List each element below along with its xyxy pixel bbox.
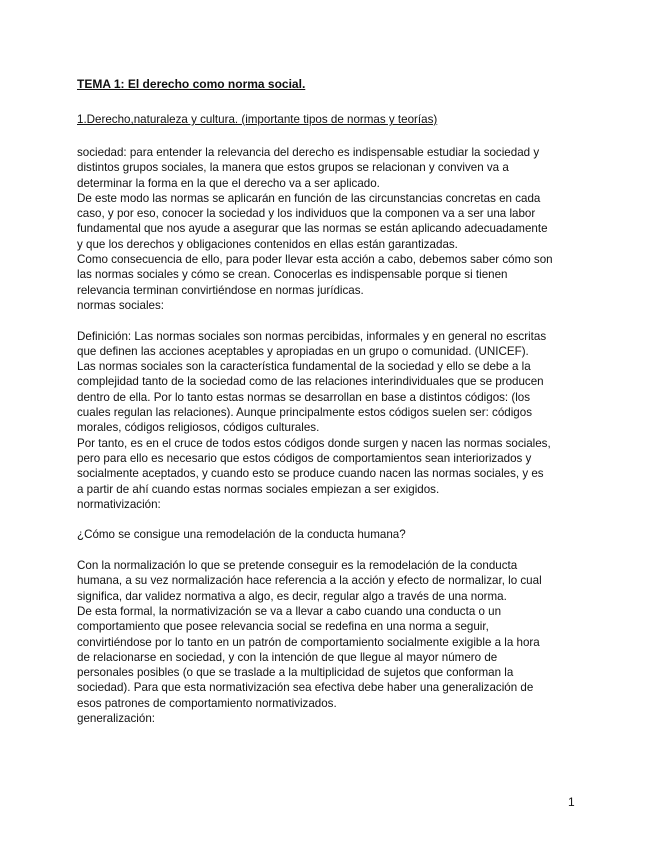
body-line: humana, a su vez normalización hace referencia a la acción y efecto de normalizar, lo cual (77, 574, 542, 588)
body-line: Por tanto, es en el cruce de todos estos códigos donde surgen y nacen las normas sociales, (77, 436, 551, 450)
body-line: significa, dar validez normativa a algo, es decir, regular algo a través de una norma. (77, 589, 507, 603)
body-line: relevancia terminan convirtiéndose en normas jurídicas. (77, 283, 364, 297)
body-text (77, 145, 577, 726)
body-line: dentro de ella. Por lo tanto estas normas se desarrollan en base a distintos códigos: (los (77, 390, 531, 404)
body-line: y que los derechos y obligaciones contenidos en ellas están garantizadas. (77, 237, 458, 251)
body-line: generalización: (77, 711, 155, 725)
body-line: a partir de ahí cuando estas normas sociales empiezan a ser exigidos. (77, 482, 440, 496)
body-line: de relacionarse en sociedad, y con la intención de que llegue al mayor número de (77, 650, 498, 664)
body-line: morales, códigos religiosos, códigos culturales. (77, 421, 320, 435)
body-line: De este modo las normas se aplicarán en función de las circunstancias concretas en cada (77, 191, 541, 205)
body-line: personales posibles (o que se traslade a la multiplicidad de sujetos que conforman la (77, 666, 514, 680)
paragraph-gap (77, 512, 577, 527)
body-line: comportamiento que posee relevancia social se redefina en una norma a seguir, (77, 620, 489, 634)
body-line: De esta formal, la normativización se va a llevar a cabo cuando una conducta o un (77, 604, 502, 618)
body-line: pero para ello es necesario que estos códigos de comportamientos sean interiorizados y (77, 451, 532, 465)
body-line: las normas sociales y cómo se crean. Conocerlas es indispensable porque si tienen (77, 268, 508, 282)
body-line: sociedad: para entender la relevancia del derecho es indispensable estudiar la sociedad y (77, 146, 540, 159)
body-line: complejidad tanto de la sociedad como de las relaciones interindividuales que se producen (77, 375, 544, 389)
body-line: cuales regulan las relaciones). Aunque principalmente estos códigos suelen ser: códigos (77, 406, 533, 420)
body-line: Con la normalización lo que se pretende conseguir es la remodelación de la conducta (77, 559, 518, 573)
paragraph-gap (77, 313, 577, 328)
body-line: socialmente aceptados, y cuando esto se produce cuando nacen las normas sociales, y es (77, 467, 544, 481)
body-line: caso, y por eso, conocer la sociedad y los individuos que la componen va a ser una labor (77, 207, 536, 221)
document-title: TEMA 1: El derecho como norma social. (77, 77, 306, 91)
body-line: que definen las acciones aceptables y apropiadas en un grupo o comunidad. (UNICEF). (77, 344, 529, 358)
body-line: Como consecuencia de ello, para poder llevar esta acción a cabo, debemos saber cómo son (77, 253, 553, 267)
body-line: Las normas sociales son la característica fundamental de la sociedad y ello se debe a la (77, 360, 531, 374)
body-line: sociedad). Para que esta normativización sea efectiva debe haber una generalización de (77, 681, 534, 695)
page-number: 1 (568, 795, 575, 809)
section-heading: 1.Derecho,naturaleza y cultura. (importante tipos de normas y teorías) (77, 113, 438, 126)
body-line: convirtiéndose por lo tanto en un patrón de comportamiento socialmente exigible a la hora (77, 635, 540, 649)
body-line: normativización: (77, 497, 161, 511)
body-line: Definición: Las normas sociales son normas percibidas, informales y en general no escritas (77, 329, 547, 343)
body-line: normas sociales: (77, 298, 164, 312)
body-line: determinar la forma en la que el derecho va a ser aplicado. (77, 176, 380, 190)
body-line: fundamental que nos ayude a asegurar que las normas se están aplicando adecuadamente (77, 222, 548, 236)
paragraph-gap (77, 543, 577, 558)
body-line: esos patrones de comportamiento normativizados. (77, 696, 337, 710)
body-line: ¿Cómo se consigue una remodelación de la conducta humana? (77, 528, 406, 542)
body-line: distintos grupos sociales, la manera que estos grupos se relacionan y conviven va a (77, 161, 509, 175)
